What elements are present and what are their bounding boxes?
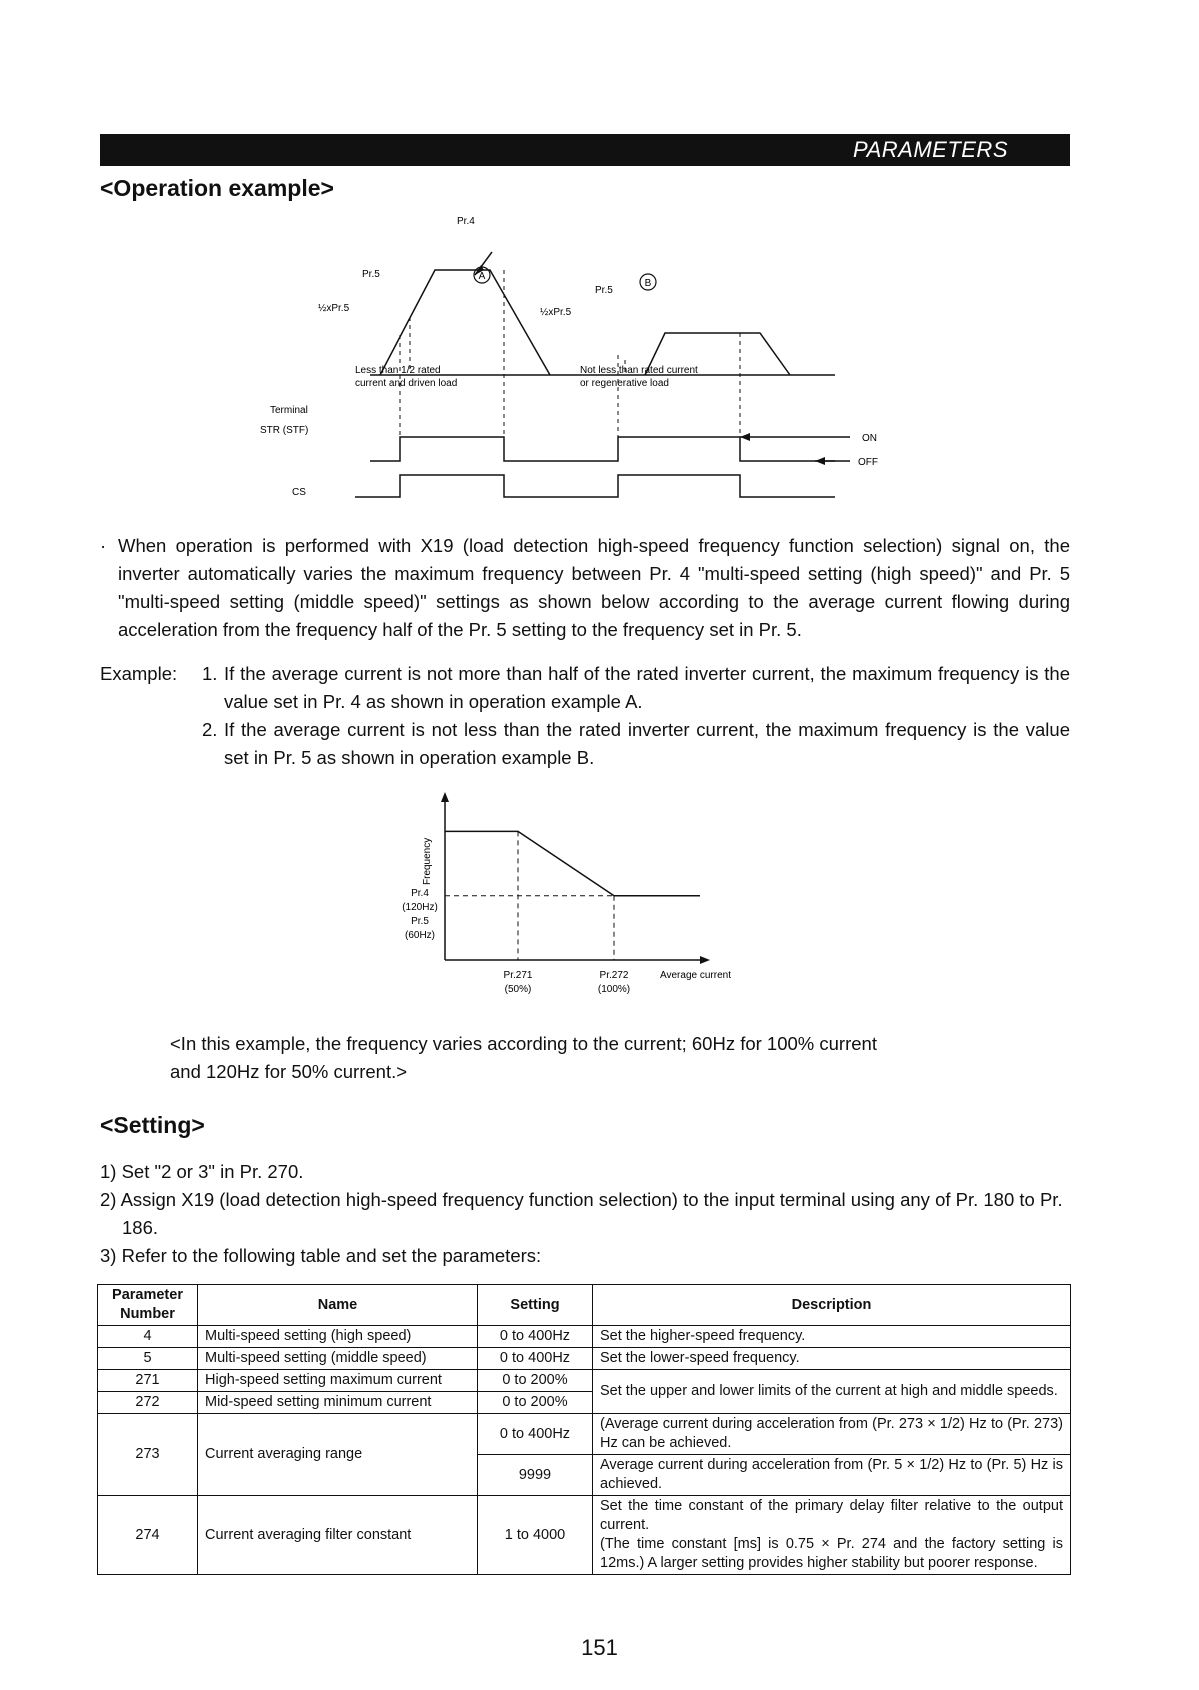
bullet: · (100, 535, 107, 556)
section-title: PARAMETERS (853, 137, 1008, 162)
cell-number: 4 (98, 1326, 198, 1348)
graph-note (170, 1030, 1070, 1086)
header-setting: Setting (478, 1285, 593, 1326)
cell-number: 271 (98, 1370, 198, 1392)
page-number: 151 (581, 1635, 618, 1660)
cell-description-part1: Set the time constant of the primary delay filter relative to the output current. (600, 1498, 1063, 1533)
cell-name: Current averaging filter constant (198, 1496, 478, 1575)
cell-number: 273 (98, 1414, 198, 1496)
cell-name: Current averaging range (198, 1414, 478, 1496)
off-label: OFF (858, 457, 878, 468)
header-bar (100, 134, 1070, 166)
parameter-table (97, 1284, 1071, 1575)
cell-setting: 0 to 400Hz (478, 1326, 593, 1348)
frequency-current-graph (380, 790, 800, 1010)
note-b-line1: Not less than rated current (580, 365, 698, 376)
pr5-label-a: Pr.5 (362, 269, 380, 280)
cell-name: High-speed setting maximum current (198, 1370, 478, 1392)
cell-name: Multi-speed setting (middle speed) (198, 1348, 478, 1370)
cell-number: 5 (98, 1348, 198, 1370)
pr272-tick-value: (100%) (597, 984, 631, 995)
half-pr5-label-a: ½xPr.5 (318, 303, 350, 314)
x-axis-arrow (700, 956, 710, 964)
table-row (98, 1348, 1071, 1370)
cell-setting: 0 to 200% (478, 1370, 593, 1392)
cell-setting: 1 to 4000 (478, 1496, 593, 1575)
pr272-tick-label: Pr.272 (599, 970, 629, 981)
table-row (98, 1496, 1071, 1575)
example-item1: If the average current is not more than half of the rated inverter current, the maximum frequency is the value set in Pr. 4 as shown in operation example A. (224, 663, 1070, 712)
intro-paragraph (100, 532, 1070, 644)
header-name: Name (198, 1285, 478, 1326)
pr271-tick-value: (50%) (504, 984, 532, 995)
waveform-a (380, 270, 550, 375)
cell-setting: 9999 (478, 1455, 593, 1496)
table-header-row (98, 1285, 1071, 1326)
setting-step2: 2) Assign X19 (load detection high-speed frequency function selection) to the input terminal using any of Pr. 180 to Pr. 186. (100, 1189, 1063, 1238)
cell-description-part2: (The time constant [ms] is 0.75 × Pr. 274 and the factory setting is 12ms.) A larger setting provides higher stability but poorer response. (600, 1536, 1063, 1571)
cell-description: Set the lower-speed frequency. (593, 1348, 1071, 1370)
str-signal (370, 437, 835, 461)
str-label: STR (STF) (260, 425, 309, 436)
pr5-label-b: Pr.5 (595, 285, 613, 296)
graph-note-line2: and 120Hz for 50% current.> (170, 1061, 408, 1082)
table-row (98, 1326, 1071, 1348)
terminal-label: Terminal (270, 405, 308, 416)
intro-text: When operation is performed with X19 (load detection high-speed frequency function selection) signal on, the inverter automatically varies the maximum frequency between Pr. 4 "multi-speed setting (high speed)" and Pr. 5 "multi-speed setting (middle speed)" settings as shown below according to the average current flowing during acceleration from the frequency half of the Pr. 5 setting to the frequency set in Pr. 5. (118, 535, 1070, 640)
note-b-line2: or regenerative load (580, 378, 669, 389)
header-parameter-number: Parameter Number (98, 1285, 198, 1326)
cs-label: CS (292, 487, 306, 498)
table-row (98, 1370, 1071, 1392)
half-pr5-label-b: ½xPr.5 (540, 307, 572, 318)
x-axis-label: Average current (660, 970, 731, 981)
frequency-line (445, 831, 700, 895)
label-a: A (478, 271, 486, 282)
example-item2: If the average current is not less than the rated inverter current, the maximum frequency is the value set in Pr. 5 as shown in operation example B. (224, 719, 1070, 768)
cell-description: (Average current during acceleration from (Pr. 273 × 1/2) Hz to (Pr. 273) Hz can be achieved. (593, 1414, 1071, 1455)
cell-number: 272 (98, 1392, 198, 1414)
note-a-line2: current and driven load (355, 378, 458, 389)
pr5-tick-value: (60Hz) (404, 930, 436, 941)
operation-example-heading: <Operation example> (100, 175, 334, 201)
cell-name: Multi-speed setting (high speed) (198, 1326, 478, 1348)
setting-step3: 3) Refer to the following table and set the parameters: (100, 1245, 542, 1266)
graph-note-line1: <In this example, the frequency varies according to the current; 60Hz for 100% current (170, 1033, 877, 1054)
cell-name: Mid-speed setting minimum current (198, 1392, 478, 1414)
cell-description: Set the upper and lower limits of the current at high and middle speeds. (593, 1370, 1071, 1414)
operation-timing-diagram (260, 216, 890, 515)
example-item2-num: 2. (202, 719, 218, 740)
pr4-tick-value: (120Hz) (402, 902, 438, 913)
pr4-tick-label: Pr.4 (411, 888, 429, 899)
pr271-tick-label: Pr.271 (503, 970, 533, 981)
header-description: Description (593, 1285, 1071, 1326)
cell-setting: 0 to 400Hz (478, 1348, 593, 1370)
cell-description: Set the higher-speed frequency. (593, 1326, 1071, 1348)
label-b: B (644, 278, 652, 289)
cs-signal (355, 475, 835, 497)
example-block (100, 660, 1070, 772)
table-row (98, 1414, 1071, 1455)
setting-steps (100, 1158, 1070, 1270)
cell-description (593, 1496, 1071, 1575)
y-axis-arrow (441, 792, 449, 802)
cell-number: 274 (98, 1496, 198, 1575)
cell-setting: 0 to 400Hz (478, 1414, 593, 1455)
cell-description: Average current during acceleration from (Pr. 5 × 1/2) Hz to (Pr. 5) Hz is achieved. (593, 1455, 1071, 1496)
on-label: ON (862, 433, 877, 444)
pr4-label: Pr.4 (457, 216, 475, 227)
setting-heading: <Setting> (100, 1112, 205, 1138)
example-item1-num: 1. (202, 663, 218, 684)
cell-setting: 0 to 200% (478, 1392, 593, 1414)
pr5-tick-label: Pr.5 (411, 916, 429, 927)
example-label: Example: (100, 663, 178, 684)
y-axis-label: Frequency (422, 837, 433, 885)
note-a-line1: Less than 1/2 rated (355, 365, 441, 376)
setting-step1: 1) Set "2 or 3" in Pr. 270. (100, 1161, 304, 1182)
